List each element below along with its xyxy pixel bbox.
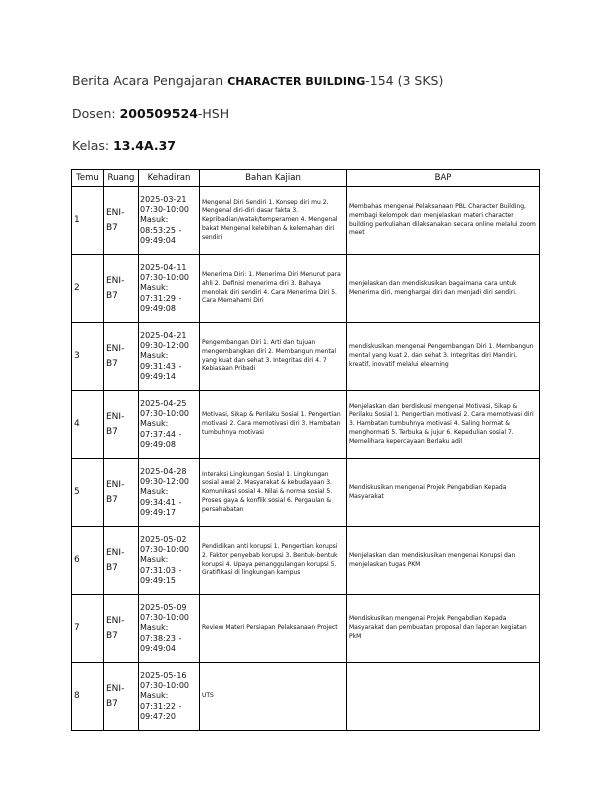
kehadiran-line: 2025-05-09 bbox=[140, 602, 187, 612]
cell-bap: Menjelaskan dan mendiskusikan mengenai Korupsi dan menjelaskan tugas PKM bbox=[347, 527, 540, 595]
kehadiran-line: 07:31:22 - bbox=[140, 701, 182, 711]
ruang-line: B7 bbox=[106, 290, 118, 301]
kehadiran-line: Masuk: bbox=[140, 419, 169, 429]
kelas-line bbox=[72, 138, 176, 153]
kehadiran-line: 09:49:04 bbox=[140, 236, 176, 246]
kehadiran-line: 2025-04-21 bbox=[140, 330, 187, 340]
kelas-value: 13.4A.37 bbox=[113, 138, 176, 153]
dosen-id: 200509524 bbox=[119, 106, 198, 121]
kehadiran-line: 07:30-10:00 bbox=[140, 680, 189, 690]
kehadiran-line: 09:49:15 bbox=[140, 576, 176, 586]
table-row bbox=[72, 255, 540, 323]
cell-bahan-kajian: Mengenal Diri Sendiri 1. Konsep diri mu 2. Mengenal diri-diri dasar fakta 3. Kepribadian/watak/temperamen 4. Mengenal bakat Mengenal kelebihan & kelemahan diri sendiri bbox=[200, 187, 347, 255]
kehadiran-line: 09:49:04 bbox=[140, 644, 176, 654]
ruang-line: B7 bbox=[106, 562, 118, 573]
cell-kehadiran bbox=[139, 255, 200, 323]
berita-prefix: Berita Acara Pengajaran bbox=[72, 73, 224, 88]
col-header-temu: Temu bbox=[72, 170, 104, 187]
cell-temu: 4 bbox=[72, 391, 104, 459]
cell-kehadiran bbox=[139, 527, 200, 595]
dosen-label: Dosen: bbox=[72, 106, 116, 121]
kehadiran-line: 2025-04-25 bbox=[140, 398, 187, 408]
cell-kehadiran bbox=[139, 595, 200, 663]
kehadiran-line: 07:30-10:00 bbox=[140, 272, 189, 282]
kehadiran-line: Masuk: bbox=[140, 555, 169, 565]
kehadiran-line: 07:30-10:00 bbox=[140, 612, 189, 622]
kehadiran-line: Masuk: bbox=[140, 487, 169, 497]
kehadiran-line: Masuk: bbox=[140, 623, 169, 633]
ruang-line: ENI- bbox=[106, 616, 125, 627]
kelas-label: Kelas: bbox=[72, 138, 110, 153]
col-header-ruang: Ruang bbox=[104, 170, 139, 187]
kehadiran-line: 09:34:41 - bbox=[140, 497, 182, 507]
ruang-line: ENI- bbox=[106, 344, 125, 355]
kehadiran-line: 08:53:25 - bbox=[140, 225, 182, 235]
kehadiran-line: Masuk: bbox=[140, 691, 169, 701]
col-header-bahan-kajian: Bahan Kajian bbox=[200, 170, 347, 187]
cell-bahan-kajian: Interaksi Lingkungan Sosial 1. Lingkungan sosial awal 2. Masyarakat & kebudayaan 3. Komunikasi sosial 4. Nilai & norma sosial 5. Proses gaya & konflik sosial 6. Pergaulan & persahabatan bbox=[200, 459, 347, 527]
kehadiran-line: 09:31:43 - bbox=[140, 361, 182, 371]
table-row bbox=[72, 595, 540, 663]
cell-ruang bbox=[104, 527, 139, 595]
cell-ruang bbox=[104, 459, 139, 527]
dosen-line bbox=[72, 106, 229, 121]
ruang-line: B7 bbox=[106, 426, 118, 437]
cell-ruang bbox=[104, 187, 139, 255]
kehadiran-line: 07:31:03 - bbox=[140, 565, 182, 575]
ruang-line: ENI- bbox=[106, 548, 125, 559]
kehadiran-line: 2025-04-28 bbox=[140, 466, 187, 476]
table-row bbox=[72, 459, 540, 527]
ruang-line: ENI- bbox=[106, 276, 125, 287]
ruang-line: B7 bbox=[106, 358, 118, 369]
cell-temu: 2 bbox=[72, 255, 104, 323]
cell-bahan-kajian: UTS bbox=[200, 663, 347, 731]
kehadiran-line: 09:30-12:00 bbox=[140, 476, 189, 486]
table-row bbox=[72, 187, 540, 255]
kehadiran-line: Masuk: bbox=[140, 215, 169, 225]
cell-bahan-kajian: Pendidikan anti korupsi 1. Pengertian korupsi 2. Faktor penyebab korupsi 3. Bentuk-bentuk korupsi 4. Upaya penanggulangan korupsi 5. Gratifikasi di lingkungan kampus bbox=[200, 527, 347, 595]
cell-bap bbox=[347, 663, 540, 731]
kehadiran-line: 09:30-12:00 bbox=[140, 340, 189, 350]
kehadiran-line: 07:30-10:00 bbox=[140, 408, 189, 418]
kehadiran-line: 2025-05-16 bbox=[140, 670, 187, 680]
cell-bahan-kajian: Menerima Diri: 1. Menerima Diri Menurut para ahli 2. Definisi menerima diri 3. Bahaya menolak diri sendiri 4. Cara Menerima Diri 5. Cara Memahami Diri bbox=[200, 255, 347, 323]
kehadiran-line: 07:31:29 - bbox=[140, 293, 182, 303]
cell-kehadiran bbox=[139, 187, 200, 255]
ruang-line: B7 bbox=[106, 494, 118, 505]
cell-temu: 1 bbox=[72, 187, 104, 255]
kehadiran-line: 07:30-10:00 bbox=[140, 204, 189, 214]
kehadiran-line: Masuk: bbox=[140, 351, 169, 361]
cell-bahan-kajian: Review Materi Persiapan Pelaksanaan Project bbox=[200, 595, 347, 663]
col-header-kehadiran: Kehadiran bbox=[139, 170, 200, 187]
kehadiran-line: 07:38:23 - bbox=[140, 633, 182, 643]
ruang-line: B7 bbox=[106, 698, 118, 709]
ruang-line: ENI- bbox=[106, 684, 125, 695]
cell-bap: mendiskusikan mengenai Pengembangan Diri 1. Membangun mental yang kuat 2. dan sehat 3. Integritas diri Mandiri, kreatif, inovatif melalui elearning bbox=[347, 323, 540, 391]
berita-acara-line bbox=[72, 73, 443, 88]
cell-ruang bbox=[104, 391, 139, 459]
cell-temu: 7 bbox=[72, 595, 104, 663]
table-row bbox=[72, 323, 540, 391]
kehadiran-line: 09:49:17 bbox=[140, 508, 176, 518]
kehadiran-line: 2025-04-11 bbox=[140, 262, 187, 272]
cell-ruang bbox=[104, 323, 139, 391]
cell-bap: Menjelaskan dan berdiskusi mengenai Motivasi, Sikap & Perilaku Sosial 1. Pengertian motivasi 2. Cara memotivasi diri 3. Hambatan tumbuhnya motivasi 4. Saling hormat & menghormati 5. Terbuka & jujur 6. Kepedulian sosial 7. Memelihara kepercayaan Berlaku adil bbox=[347, 391, 540, 459]
table-row bbox=[72, 527, 540, 595]
col-header-bap: BAP bbox=[347, 170, 540, 187]
kehadiran-line: 2025-05-02 bbox=[140, 534, 187, 544]
cell-bap: Membahas mengenai Pelaksanaan PBL Character Building, membagi kelompok dan menjelaskan materi character building perkuliahan dilaksanakan secara online melalui zoom meet bbox=[347, 187, 540, 255]
kehadiran-line: 09:47:20 bbox=[140, 712, 176, 722]
ruang-line: ENI- bbox=[106, 412, 125, 423]
cell-temu: 3 bbox=[72, 323, 104, 391]
cell-kehadiran bbox=[139, 391, 200, 459]
teaching-record-table bbox=[71, 169, 540, 731]
cell-ruang bbox=[104, 595, 139, 663]
cell-ruang bbox=[104, 663, 139, 731]
table-header-row bbox=[72, 170, 540, 187]
dosen-suffix: -HSH bbox=[197, 106, 230, 121]
ruang-line: B7 bbox=[106, 630, 118, 641]
cell-bap: menjelaskan dan mendiskusikan bagaimana cara untuk Menerima diri, menghargai diri dan menjadi diri sendiri. bbox=[347, 255, 540, 323]
table-row bbox=[72, 663, 540, 731]
kehadiran-line: 07:30-10:00 bbox=[140, 544, 189, 554]
ruang-line: ENI- bbox=[106, 480, 125, 491]
kehadiran-line: 07:37:44 - bbox=[140, 429, 182, 439]
kehadiran-line: Masuk: bbox=[140, 283, 169, 293]
cell-kehadiran bbox=[139, 323, 200, 391]
cell-bap: Mendiskusikan mengenai Projek Pengabdian Kepada Masyarakat dan pembuatan proposal dan laporan kegiatan PkM bbox=[347, 595, 540, 663]
ruang-line: B7 bbox=[106, 222, 118, 233]
kehadiran-line: 09:49:08 bbox=[140, 440, 176, 450]
cell-ruang bbox=[104, 255, 139, 323]
kehadiran-line: 09:49:14 bbox=[140, 372, 176, 382]
cell-temu: 8 bbox=[72, 663, 104, 731]
kehadiran-line: 2025-03-21 bbox=[140, 194, 187, 204]
cell-temu: 6 bbox=[72, 527, 104, 595]
table-row bbox=[72, 391, 540, 459]
cell-bap: Mendiskusikan mengenai Projek Pengabdian Kepada Masyarakat bbox=[347, 459, 540, 527]
ruang-line: ENI- bbox=[106, 208, 125, 219]
kehadiran-line: 09:49:08 bbox=[140, 304, 176, 314]
cell-bahan-kajian: Motivasi, Sikap & Perilaku Sosial 1. Pengertian motivasi 2. Cara memotivasi diri 3. Hambatan tumbuhnya motivasi bbox=[200, 391, 347, 459]
course-suffix: -154 (3 SKS) bbox=[365, 73, 444, 88]
cell-kehadiran bbox=[139, 663, 200, 731]
course-name: CHARACTER BUILDING bbox=[227, 75, 366, 88]
cell-kehadiran bbox=[139, 459, 200, 527]
cell-temu: 5 bbox=[72, 459, 104, 527]
cell-bahan-kajian: Pengembangan Diri 1. Arti dan tujuan mengembangkan diri 2. Membangun mental yang kuat dan sehat 3. Integritas diri 4. 7 Kebiasaan Pribadi bbox=[200, 323, 347, 391]
